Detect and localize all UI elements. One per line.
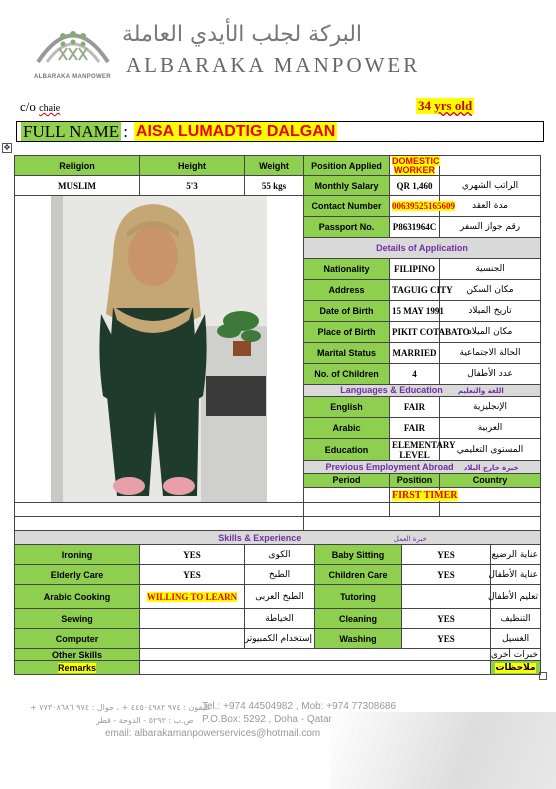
elderly-care-label: Elderly Care [15,565,140,585]
height-header: Height [140,156,245,176]
sewing-label: Sewing [15,609,140,629]
nationality-arabic: الجنسية [440,258,541,279]
sewing-value [140,609,245,629]
full-name-row [16,121,544,142]
full-name-value: AISA LUMADTIG DALGAN [135,123,336,140]
arabic-language-value: FAIR [390,418,440,439]
application-table [14,155,541,675]
position-applied-cell [390,156,440,176]
salary-label-arabic: الراتب الشهري [440,176,541,196]
arabic-cooking-arabic: الطبخ العربى [245,585,315,609]
languages-title: Languages & Education [340,385,443,396]
employment-section-title [304,461,541,474]
employment-period-2 [304,503,390,517]
english-value: FAIR [390,397,440,418]
place-of-birth-arabic: مكان الميلاد [440,321,541,342]
education-value: ELEMENTARY LEVEL [390,439,440,461]
remarks-arabic-cell [491,661,541,675]
weight-value: 55 kgs [245,176,304,196]
contact-number-value: 00639525165609 [392,200,456,211]
arabic-language-label: Arabic [304,418,390,439]
religion-value: MUSLIM [15,176,140,196]
full-name-label: FULL NAME [23,122,120,141]
weight-header: Weight [245,156,304,176]
albaraka-logo-icon [33,14,113,74]
country-header: Country [440,473,541,488]
salary-value: QR 1,460 [390,176,440,196]
employment-position-1 [390,488,458,503]
children-arabic: عدد الأطفال [440,363,541,384]
footer-decoration [330,712,556,789]
salary-label: Monthly Salary [304,176,390,196]
elderly-care-arabic: الطبخ [245,565,315,585]
elderly-care-value: YES [140,565,245,585]
children-care-label: Children Care [315,565,402,585]
languages-title-arabic: اللغة والتعليم [457,387,504,396]
ironing-label: Ironing [15,545,140,565]
nationality-label: Nationality [304,258,390,279]
letterhead-footer [0,690,556,789]
photo-cell [15,196,304,503]
position-blank [440,156,541,176]
baby-sitting-arabic: عناية الرضيع [491,545,541,565]
age-badge [416,98,474,114]
care-of-name: chaie [39,103,61,114]
other-skills-value [140,649,491,661]
table-move-handle-icon[interactable]: ✥ [3,143,11,152]
remarks-arabic: ملاحظات [495,662,536,673]
address-label: Address [304,279,390,300]
tutoring-value [402,585,491,609]
blank-row-right [304,517,541,531]
religion-header: Religion [15,156,140,176]
place-of-birth-label: Place of Birth [304,321,390,342]
position-applied-header: Position Applied [304,156,390,176]
marital-status-label: Marital Status [304,342,390,363]
baby-sitting-label: Baby Sitting [315,545,402,565]
details-section-title: Details of Application [304,237,541,258]
employment-title-arabic: خبرة خارج البلاد [463,463,519,472]
children-label: No. of Children [304,363,390,384]
position-applied-value: DOMESTIC WORKER [392,155,440,175]
remarks-label: Remarks [57,662,97,673]
arabic-cooking-cell [140,585,245,609]
height-value: 5'3 [140,176,245,196]
computer-arabic: إستخدام الكمبيوتر [245,629,315,649]
baby-sitting-value: YES [402,545,491,565]
care-of [20,99,60,115]
employment-period-1 [304,488,390,503]
full-name-colon: : [123,121,128,141]
computer-value [140,629,245,649]
contact-number-arabic: مدة العقد [440,196,541,217]
arabic-cooking-value: WILLING TO LEARN [146,591,238,602]
washing-arabic: الغسيل [491,629,541,649]
children-value: 4 [390,363,440,384]
letterhead [0,0,556,95]
date-of-birth-label: Date of Birth [304,300,390,321]
passport-value: P8631964C [390,216,440,237]
ironing-value: YES [140,545,245,565]
date-of-birth-arabic: تاريخ الميلاد [440,300,541,321]
first-timer-value: FIRST TIMER [392,489,458,501]
children-care-arabic: عناية الأطفال [491,565,541,585]
employment-title: Previous Employment Abroad [325,461,454,472]
contact-number-label: Contact Number [304,196,390,217]
tutoring-label: Tutoring [315,585,402,609]
employment-country-2 [440,503,541,517]
footer-pobox-arabic: ص.ب : ٥٢٩٢ - الدوحة - قطر [96,716,194,725]
marital-status-arabic: الحالة الاجتماعية [440,342,541,363]
position-header: Position [390,473,440,488]
sewing-arabic: الخياطة [245,609,315,629]
age-value: 34 [418,98,431,113]
skills-title: Skills & Experience [218,532,302,543]
skills-section-title [15,531,541,545]
remarks-label-cell [15,661,140,675]
table-resize-handle-icon[interactable] [539,672,547,680]
candidate-photo [51,196,267,502]
computer-label: Computer [15,629,140,649]
company-name-arabic: البركة لجلب الأيدي العاملة [122,22,363,47]
footer-phone-arabic: تليفون : ٩٧٤ ٤٤٥٠٤٩٨٢ + ، جوال : ٩٧٤ ٧٧٣٠٨٦٨٦ + [30,703,210,712]
english-label: English [304,397,390,418]
address-arabic: مكان السكن [440,279,541,300]
nationality-value: FILIPINO [390,258,440,279]
other-skills-label: Other Skills [15,649,140,661]
company-name-english: ALBARAKA MANPOWER [126,53,421,77]
logo-caption: ALBARAKA MANPOWER [34,74,111,80]
footer-email: email: albarakamanpowerservices@hotmail.com [105,728,321,739]
remarks-value [140,661,491,675]
passport-label: Passport No. [304,216,390,237]
cleaning-value: YES [402,609,491,629]
contact-number-cell [390,196,456,217]
languages-section-title [304,384,541,397]
candidate-photo-image [51,196,267,502]
children-care-value: YES [402,565,491,585]
cleaning-arabic: التنظيف [491,609,541,629]
tutoring-arabic: تعليم الأطفال [491,585,541,609]
age-suffix: yrs old [434,98,473,113]
footer-phone: Tel.: +974 44504982 , Mob: +974 77308686 [202,701,397,712]
period-header: Period [304,473,390,488]
cleaning-label: Cleaning [315,609,402,629]
footer-pobox: P.O.Box: 5292 , Doha - Qatar [202,714,332,725]
ironing-arabic: الكوى [245,545,315,565]
arabic-cooking-label: Arabic Cooking [15,585,140,609]
photo-below-blank [15,503,304,517]
address-value: TAGUIG CITY [390,279,440,300]
other-skills-arabic: خبرات أخرى [491,649,541,661]
skills-title-arabic: خبرة العمل [393,534,427,543]
place-of-birth-value: PIKIT COTABATO [390,321,440,342]
arabic-language-arabic: العربية [440,418,541,439]
blank-row-left [15,517,304,531]
marital-status-value: MARRIED [390,342,440,363]
employment-position-2 [390,503,440,517]
education-arabic: المستوى التعليمي [440,439,541,461]
english-arabic: الإنجليزية [440,397,541,418]
passport-arabic: رقم جواز السفر [440,216,541,237]
date-of-birth-value: 15 MAY 1991 [390,300,440,321]
care-of-label: c/o [20,99,36,114]
washing-label: Washing [315,629,402,649]
washing-value: YES [402,629,491,649]
education-label: Education [304,439,390,461]
